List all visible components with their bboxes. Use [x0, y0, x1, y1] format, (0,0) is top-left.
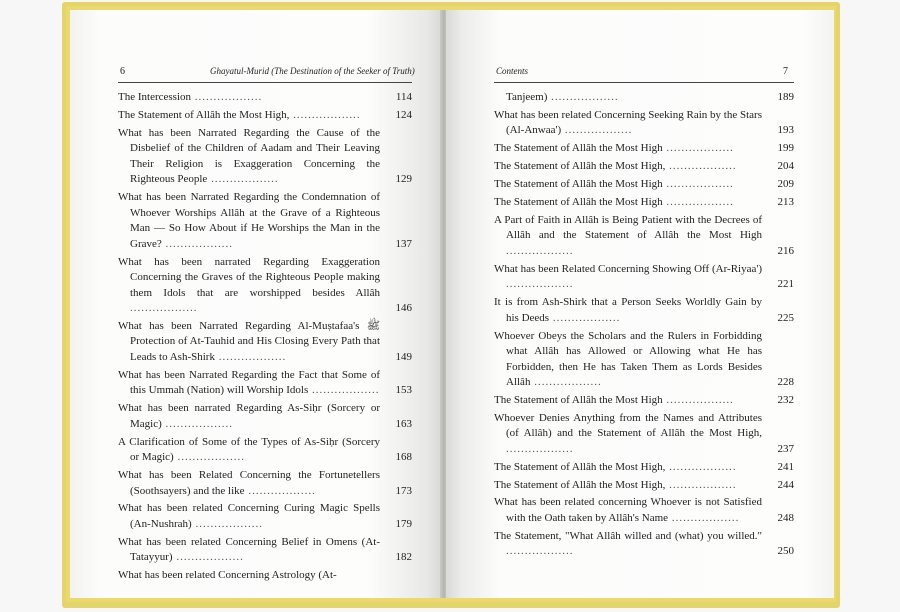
toc-entry: [494, 295, 794, 326]
left-header-rule: [118, 82, 412, 83]
toc-entry-page-number: 146: [395, 302, 412, 315]
toc-entry-title: What has been Narrated Regarding Al-Muṣtafaa's ﷺ Protection of At-Tauhid and His Closing Every Path that Leads to Ash-Shirk: [118, 319, 380, 363]
toc-entry-title: What has been narrated Regarding As-Siḥr (Sorcery or Magic): [118, 402, 380, 430]
toc-leader-dots: ..................: [665, 478, 737, 491]
toc-entry-title: The Statement of Allâh the Most High,: [494, 478, 666, 491]
toc-entry-page-number: 149: [395, 350, 412, 363]
toc-leader-dots: ..................: [506, 442, 574, 455]
toc-entry-page-number: 137: [395, 237, 412, 250]
right-page-running-title: Contents: [496, 66, 529, 76]
toc-entry: [118, 108, 412, 124]
toc-entry-title: What has been narrated Regarding Exaggeration Concerning the Graves of the Righteous People making them Idols that are worshipped besides Allâh: [118, 255, 380, 299]
left-page-running-title: Ghayatul-Murid (The Destination of the Seeker of Truth): [210, 66, 415, 76]
toc-entry-title: What has been Narrated Regarding the Fact that Some of this Ummah (Nation) will Worship Idols: [118, 368, 380, 397]
toc-entry-page-number: 248: [777, 511, 794, 524]
toc-entry-page-number: 168: [395, 451, 412, 464]
toc-entry-title: A Clarification of Some of the Types of As-Siḥr (Sorcery or Magic): [118, 435, 380, 464]
toc-entry: [118, 190, 412, 252]
toc-entry-page-number: 216: [777, 244, 794, 257]
toc-leader-dots: ..................: [191, 517, 263, 530]
toc-entry-title: The Statement of Allâh the Most High: [494, 178, 663, 191]
toc-leader-dots: ..................: [214, 350, 287, 363]
toc-entry-page-number: 225: [777, 311, 794, 324]
toc-entry-page-number: 193: [777, 124, 794, 137]
left-page-header: [70, 66, 442, 82]
toc-entry-title: What has been Related Concerning the Fortunetellers (Soothsayers) and the like: [118, 469, 380, 497]
toc-entry-title: The Intercession: [118, 91, 191, 103]
toc-entry-title: What has been related concerning Whoever is not Satisfied with the Oath taken by Allâh's Name: [494, 496, 762, 524]
toc-entry: [118, 501, 412, 532]
toc-entry-title: Whoever Denies Anything from the Names and Attributes (of Allâh) and the Statement of Allâh the Most High,: [494, 411, 762, 440]
toc-entry: [494, 108, 794, 139]
toc-entry: [118, 468, 412, 499]
toc-entry: [494, 177, 794, 193]
toc-entry-title: The Statement of Allâh the Most High: [494, 142, 663, 155]
toc-entry-page-number: 244: [777, 478, 794, 491]
toc-leader-dots: ..................: [289, 108, 361, 121]
right-page-number: 7: [783, 66, 788, 77]
toc-entry-title: What has been related Concerning Belief in Omens (At-Tatayyur): [118, 535, 380, 564]
right-header-rule: [494, 82, 794, 83]
toc-entry-page-number: 213: [777, 195, 794, 208]
toc-entry-title: It is from Ash-Shirk that a Person Seeks Worldly Gain by his Deeds: [494, 296, 762, 324]
toc-entry-title: What has been related Concerning Astrology (At-: [118, 569, 337, 582]
toc-entry: [494, 141, 794, 157]
toc-entry-page-number: 129: [395, 173, 412, 186]
toc-leader-dots: ..................: [561, 124, 633, 137]
toc-entry: [494, 529, 794, 560]
toc-leader-dots: ..................: [308, 384, 380, 397]
toc-leader-dots: ..................: [547, 91, 619, 103]
toc-leader-dots: ..................: [662, 142, 734, 155]
toc-leader-dots: ..................: [668, 511, 740, 524]
toc-entry-page-number: 173: [395, 484, 412, 497]
right-toc-list: [494, 90, 794, 562]
toc-entry-page-number: 124: [395, 108, 412, 121]
toc-entry-page-number: 250: [777, 545, 794, 558]
toc-entry-title: The Statement of Allâh the Most High,: [494, 160, 666, 173]
toc-entry: [118, 255, 412, 317]
toc-leader-dots: ..................: [161, 417, 234, 430]
toc-entry-title: The Statement of Allâh the Most High,: [118, 108, 290, 121]
toc-entry: [118, 90, 412, 106]
toc-entry: [494, 90, 794, 106]
toc-entry-title: The Statement, "What Allâh willed and (what) you willed.": [494, 529, 762, 542]
toc-entry-page-number: 189: [777, 91, 794, 103]
toc-leader-dots: ..................: [665, 460, 737, 473]
toc-entry: [494, 460, 794, 476]
toc-entry-page-number: 163: [395, 417, 412, 430]
toc-entry-page-number: 237: [777, 442, 794, 455]
toc-leader-dots: ..................: [662, 195, 734, 208]
left-toc-list: [118, 90, 412, 586]
toc-entry-title: What has been related Concerning Seeking Rain by the Stars (Al-Anwaa'): [494, 108, 762, 137]
right-page-header: [446, 66, 834, 82]
toc-entry: [118, 319, 412, 366]
toc-leader-dots: ..................: [244, 484, 316, 497]
right-page: [446, 10, 834, 598]
toc-leader-dots: ..................: [530, 376, 602, 389]
toc-leader-dots: ..................: [506, 545, 574, 558]
toc-leader-dots: ..................: [506, 244, 574, 257]
toc-leader-dots: ..................: [130, 302, 198, 315]
toc-entry-page-number: 179: [395, 517, 412, 530]
toc-entry: [118, 435, 412, 466]
toc-entry: [494, 478, 794, 494]
toc-entry: [494, 262, 794, 293]
toc-entry: [118, 568, 412, 584]
toc-entry: [494, 393, 794, 409]
toc-entry-title: The Statement of Allâh the Most High: [494, 195, 663, 208]
toc-leader-dots: ..................: [549, 311, 621, 324]
toc-entry-page-number: 228: [777, 376, 794, 389]
toc-entry-page-number: 232: [777, 393, 794, 406]
toc-leader-dots: ..................: [662, 178, 734, 191]
toc-leader-dots: ..................: [161, 237, 234, 250]
toc-entry-page-number: 199: [777, 142, 794, 155]
toc-entry-page-number: 153: [395, 384, 412, 397]
toc-entry: [118, 126, 412, 188]
toc-entry: [118, 535, 412, 566]
toc-entry: [494, 411, 794, 458]
toc-entry-title: The Statement of Allâh the Most High,: [494, 460, 666, 473]
toc-entry: [118, 401, 412, 432]
toc-entry-title: Whoever Obeys the Scholars and the Rulers in Forbidding what Allâh has Allowed or Allowing what He has Forbidden, then He has Taken Them as Lords Besides Allâh: [494, 329, 762, 389]
toc-entry-page-number: 204: [777, 160, 794, 173]
left-page-number: 6: [120, 66, 125, 77]
toc-entry: [118, 368, 412, 399]
toc-leader-dots: ..................: [207, 173, 279, 186]
toc-entry: [494, 495, 794, 526]
toc-leader-dots: ..................: [662, 393, 734, 406]
left-page: [70, 10, 442, 598]
toc-entry-title: A Part of Faith in Allâh is Being Patient with the Decrees of Allâh and the Statement of Allâh the Most High: [494, 213, 762, 242]
toc-entry: [494, 329, 794, 391]
toc-leader-dots: ..................: [191, 91, 263, 103]
toc-entry-title: Tanjeem): [506, 91, 548, 103]
toc-entry-title: What has been related Concerning Curing Magic Spells (An-Nushrah): [118, 502, 380, 530]
toc-entry-page-number: 221: [777, 278, 794, 291]
toc-entry: [494, 213, 794, 260]
toc-leader-dots: ..................: [665, 160, 737, 173]
toc-entry-title: What has been Narrated Regarding the Cause of the Disbelief of the Children of Aadam and Their Leaving Their Religion is Exaggeration Concerning the Righteous People: [118, 126, 380, 186]
toc-entry-page-number: 209: [777, 178, 794, 191]
toc-entry-page-number: 241: [777, 460, 794, 473]
toc-entry-page-number: 182: [395, 551, 412, 564]
toc-entry-page-number: 114: [395, 91, 412, 103]
toc-leader-dots: ..................: [172, 551, 244, 564]
toc-entry-title: What has been Narrated Regarding the Condemnation of Whoever Worships Allâh at the Grave of a Righteous Man — So How About if He Worships the Man in the Grave?: [118, 191, 380, 250]
toc-entry: [494, 159, 794, 175]
toc-leader-dots: ..................: [506, 278, 574, 291]
toc-leader-dots: ..................: [173, 451, 245, 464]
toc-entry-title: What has been Related Concerning Showing Off (Ar-Riyaa'): [494, 262, 762, 275]
toc-entry-title: The Statement of Allâh the Most High: [494, 393, 663, 406]
toc-entry: [494, 195, 794, 211]
